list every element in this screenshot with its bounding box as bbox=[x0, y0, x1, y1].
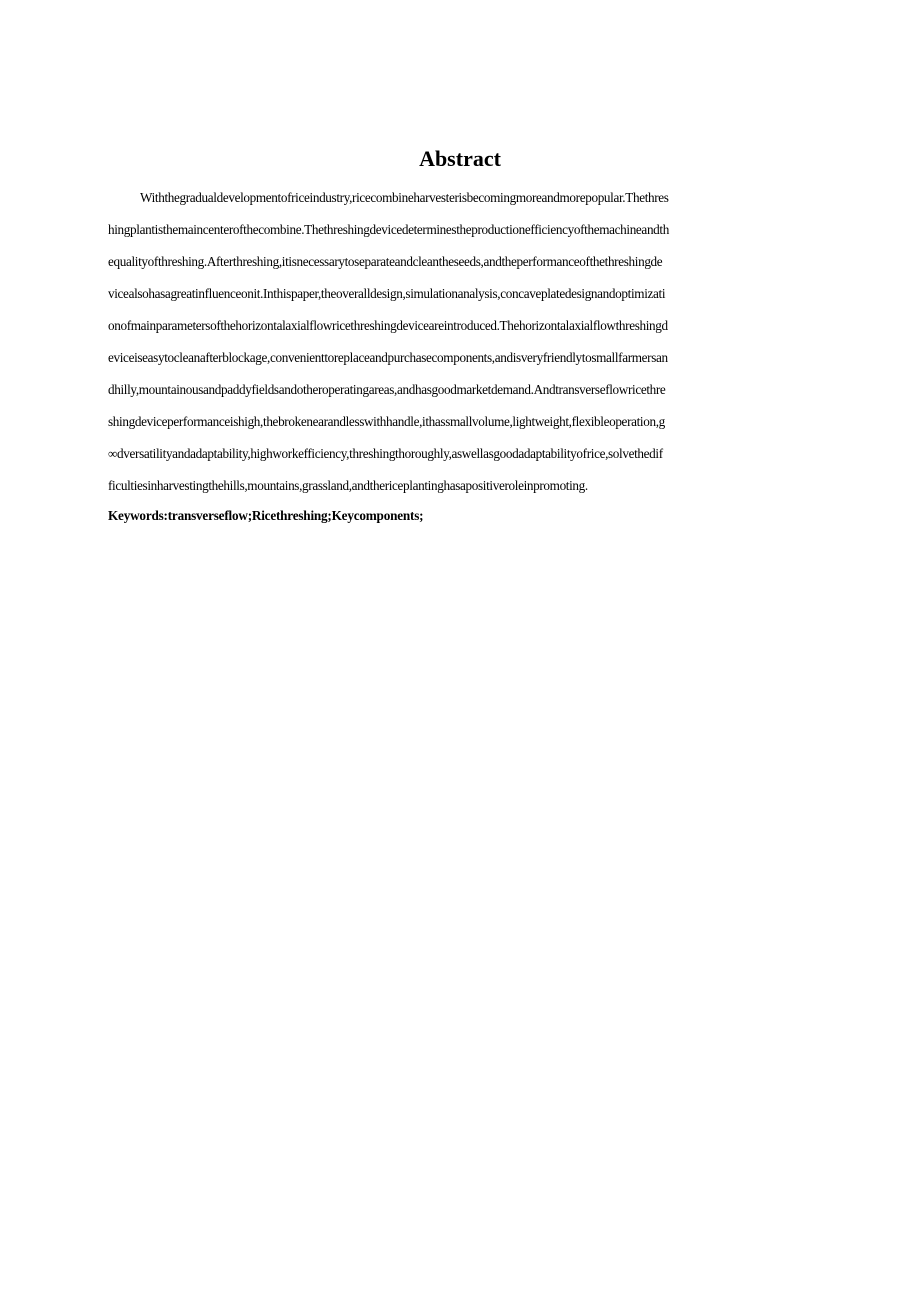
abstract-line: dhilly,mountainousandpaddyfieldsandotheroperatingareas,andhasgoodmarketdemand.Andtransverseflowricethre bbox=[108, 382, 666, 397]
abstract-line: hingplantisthemaincenterofthecombine.Thethreshingdevicedeterminestheproductionefficiencyofthemachineandth bbox=[108, 222, 669, 237]
abstract-line: shingdeviceperformanceishigh,thebrokenearandlesswithhandle,ithassmallvolume,lightweight,flexibleoperation,g bbox=[108, 414, 665, 429]
abstract-line: Withthegradualdevelopmentofriceindustry,ricecombineharvesterisbecomingmoreandmorepopular.Thethres bbox=[140, 190, 669, 205]
abstract-line: equalityofthreshing.Afterthreshing,itisnecessarytoseparateandcleantheseeds,andtheperformanceofthethreshingde bbox=[108, 254, 663, 269]
abstract-title: Abstract bbox=[419, 146, 501, 171]
abstract-line: ∞dversatilityandadaptability,highworkefficiency,threshingthoroughly,aswellasgoodadaptabilityofrice,solvethedif bbox=[108, 446, 663, 461]
abstract-line: onofmainparametersofthehorizontalaxialflowricethreshingdeviceareintroduced.Thehorizontalaxialflowthreshingd bbox=[108, 318, 668, 333]
abstract-line: ficultiesinharvestingthehills,mountains,grassland,andthericeplantinghasapositiveroleinpromoting. bbox=[108, 478, 588, 493]
keywords-line: Keywords:transverseflow;Ricethreshing;Keycomponents; bbox=[108, 508, 424, 523]
abstract-body bbox=[108, 188, 818, 508]
abstract-line: vicealsohasagreatinfluenceonit.Inthispaper,theoveralldesign,simulationanalysis,concaveplatedesignandoptimizati bbox=[108, 286, 666, 301]
abstract-line: eviceiseasytocleanafterblockage,convenienttoreplaceandpurchasecomponents,andisveryfriendlytosmallfarmersan bbox=[108, 350, 668, 365]
